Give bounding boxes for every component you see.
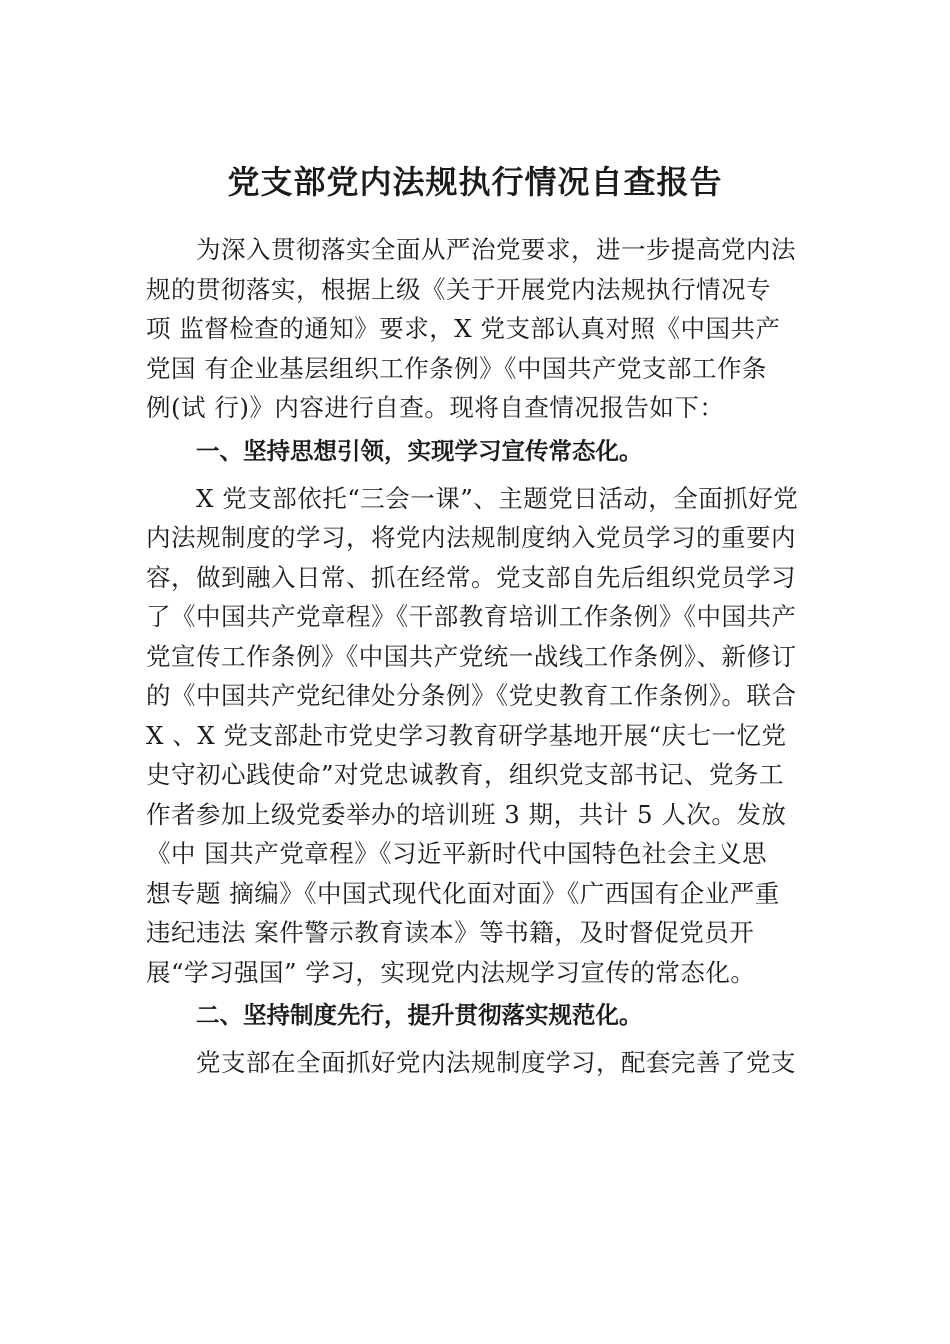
section-heading-1: 一、坚持思想引领，实现学习宣传常态化。: [196, 436, 643, 465]
text-line: 的《中国共产党纪律处分条例》《党史教育工作条例》。联合: [146, 681, 797, 710]
text-line: 党国 有企业基层组织工作条例》《中国共产党支部工作条: [146, 353, 768, 383]
text-line: 内法规制度的学习，将党内法规制度纳入党员学习的重要内: [146, 523, 796, 552]
text-line: 容，做到融入日常、抓在经常。党支部自先后组织党员学习: [146, 562, 796, 592]
section-1-paragraph: [146, 479, 814, 993]
text-line: 《中 国共产党章程》《习近平新时代中国特色社会主义思: [146, 839, 768, 868]
intro-paragraph: [146, 230, 814, 428]
document-body: [146, 230, 814, 1083]
text-line: 作者参加上级党委举办的培训班 3 期，共计 5 人次。发放: [146, 799, 787, 829]
text-line: 展“学习强国” 学习，实现党内法规学习宣传的常态化。: [146, 957, 756, 987]
document-title: 党支部党内法规执行情况自查报告: [227, 163, 723, 201]
text-line: 党支部在全面抓好党内法规制度学习，配套完善了党支: [196, 1048, 796, 1077]
text-line: 规的贯彻落实，根据上级《关于开展党内法规执行情况专: [146, 274, 771, 304]
text-line: 违纪违法 案件警示教育读本》等书籍，及时督促党员开: [146, 918, 755, 947]
text-line: X 、X 党支部赴市党史学习教育研学基地开展“庆七一忆党: [146, 720, 787, 750]
section-heading-2: 二、坚持制度先行，提升贯彻落实规范化。: [196, 1001, 643, 1029]
text-line: 了《中国共产党章程》《干部教育培训工作条例》《中国共产: [146, 602, 797, 631]
section-2-paragraph: [146, 1043, 814, 1083]
text-line: 史守初心践使命”对党忠诚教育，组织党支部书记、党务工: [146, 760, 785, 789]
text-line: X 党支部依托“三会一课”、主题党日活动，全面抓好党: [196, 483, 799, 513]
text-line: 项 监督检查的通知》要求，X 党支部认真对照《中国共产: [146, 314, 781, 343]
text-line: 例(试 行)》内容进行自查。现将自查情况报告如下：: [146, 393, 725, 422]
text-line: 党宣传工作条例》《中国共产党统一战线工作条例》、新修订: [146, 641, 797, 671]
text-line: 为深入贯彻落实全面从严治党要求，进一步提高党内法: [196, 235, 796, 264]
text-line: 想专题 摘编》《中国式现代化面对面》《广西国有企业严重: [146, 878, 780, 908]
